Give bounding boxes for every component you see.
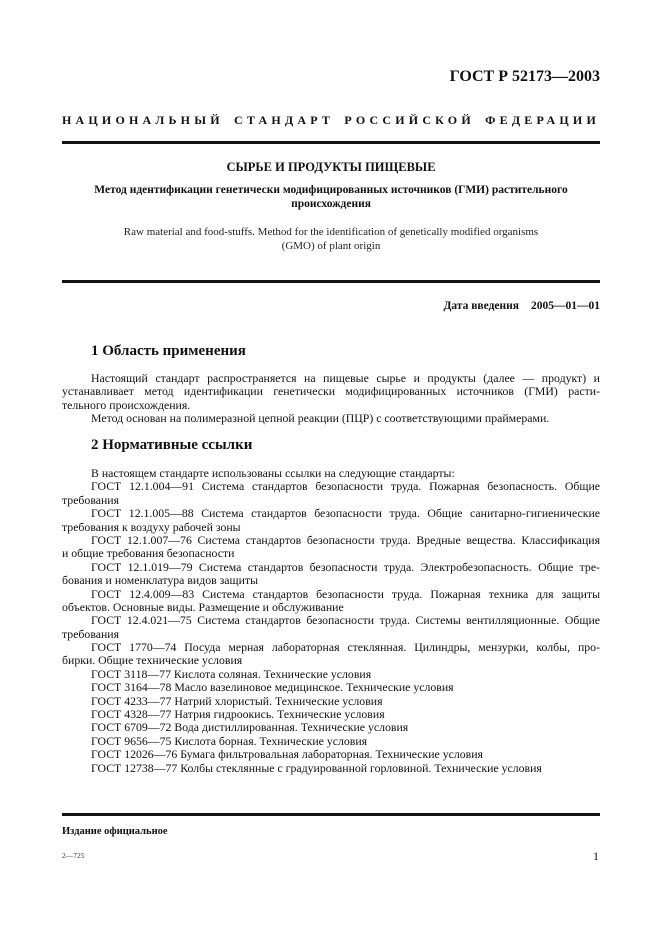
subtitle-line: Метод идентификации генетически модифицированных источников (ГМИ) растительного: [94, 184, 568, 196]
english-title: [62, 225, 600, 253]
paragraph: [62, 668, 600, 681]
text-line: ГОСТ 3118—77 Кислота соляная. Технические условия: [91, 667, 372, 681]
text-line: ГОСТ 9656—75 Кислота борная. Технические условия: [91, 734, 368, 748]
page-number: 1: [593, 849, 599, 863]
national-standard-banner: [62, 113, 600, 128]
paragraph: [62, 708, 600, 721]
paragraph: [62, 412, 600, 425]
paragraph: [62, 561, 600, 588]
banner-word: НАЦИОНАЛЬНЫЙ: [62, 113, 224, 127]
text-line: ГОСТ 12.1.007—76 Система стандартов безопасности труда. Вредные вещества. Классификация: [91, 533, 600, 547]
paragraph: [62, 467, 600, 480]
footer-divider: [62, 813, 600, 816]
banner-word: ФЕДЕРАЦИИ: [485, 113, 600, 127]
paragraph: [62, 721, 600, 734]
print-code: 2—725: [62, 851, 85, 860]
paragraph: [62, 695, 600, 708]
text-line: ГОСТ 4328—77 Натрия гидроокись. Технические условия: [91, 708, 385, 722]
paragraph: [62, 507, 600, 534]
document-title: СЫРЬЕ И ПРОДУКТЫ ПИЩЕВЫЕ: [226, 160, 436, 174]
paragraph: [62, 372, 600, 412]
paragraph: [62, 614, 600, 641]
header-divider: [62, 141, 600, 144]
date-value: 2005—01—01: [531, 300, 600, 312]
title-divider: [62, 280, 600, 283]
text-line: тельного происхождения.: [62, 398, 191, 412]
text-line: бирки. Общие технические условия: [62, 654, 243, 668]
paragraph: [62, 681, 600, 694]
text-line: Метод основан на полимеразной цепной реакции (ПЦР) с соответствующими праймерами.: [91, 412, 550, 426]
text-line: ГОСТ 12738—77 Колбы стеклянные с градуированной горловиной. Технические условия: [91, 761, 542, 775]
paragraph: [62, 588, 600, 615]
paragraph: [62, 762, 600, 775]
text-line: ГОСТ 12.1.019—79 Система стандартов безопасности труда. Электробезопасность. Общие тре-: [91, 560, 600, 574]
paragraph: [62, 748, 600, 761]
text-line: устанавливает метод идентификации генетически модифицированных источников (ГМИ) расти-: [62, 385, 600, 399]
text-line: требования: [62, 493, 120, 507]
document-number: ГОСТ Р 52173—2003: [449, 68, 600, 85]
paragraph: [62, 480, 600, 507]
english-title-line: (GMO) of plant origin: [281, 240, 381, 252]
section-2-heading: 2 Нормативные ссылки: [91, 437, 253, 453]
paragraph: [62, 534, 600, 561]
text-line: и общие требования безопасности: [62, 547, 235, 561]
text-line: ГОСТ 12.1.004—91 Система стандартов безопасности труда. Пожарная безопасность. Общие: [91, 480, 600, 494]
text-line: ГОСТ 3164—78 Масло вазелиновое медицинское. Технические условия: [91, 681, 454, 695]
section-2-body: [62, 467, 600, 775]
text-line: требования к воздуху рабочей зоны: [62, 520, 241, 534]
date-label: Дата введения: [443, 300, 519, 312]
text-line: требования: [62, 627, 120, 641]
text-line: ГОСТ 12.4.009—83 Система стандартов безопасности труда. Пожарная техника для защиты: [91, 587, 600, 601]
text-line: ГОСТ 1770—74 Посуда мерная лабораторная стеклянная. Цилиндры, мензурки, колбы, про-: [91, 641, 600, 655]
banner-word: РОССИЙСКОЙ: [344, 113, 475, 127]
paragraph: [62, 735, 600, 748]
text-line: ГОСТ 12026—76 Бумага фильтровальная лабораторная. Технические условия: [91, 748, 483, 762]
subtitle-line: происхождения: [291, 198, 371, 210]
paragraph: [62, 641, 600, 668]
text-line: бования и номенклатура видов защиты: [62, 574, 259, 588]
banner-word: СТАНДАРТ: [234, 113, 335, 127]
text-line: ГОСТ 12.4.021—75 Система стандартов безопасности труда. Системы вентилляционные. Общие: [91, 614, 600, 628]
introduction-date: [443, 300, 600, 312]
text-line: В настоящем стандарте использованы ссылки на следующие стандарты:: [91, 467, 455, 480]
section-1-body: [62, 372, 600, 426]
text-line: ГОСТ 12.1.005—88 Система стандартов безопасности труда. Общие санитарно-гигиенические: [91, 507, 600, 521]
text-line: ГОСТ 6709—72 Вода дистиллированная. Технические условия: [91, 721, 409, 735]
document-subtitle: [62, 183, 600, 211]
text-line: объектов. Основные виды. Размещение и обслуживание: [62, 600, 344, 614]
official-edition-label: Издание официальное: [62, 826, 168, 837]
english-title-line: Raw material and food-stuffs. Method for the identification of genetically modified organisms: [123, 226, 539, 238]
section-1-heading: 1 Область применения: [91, 343, 246, 359]
text-line: ГОСТ 4233—77 Натрий хлористый. Технические условия: [91, 694, 383, 708]
text-line: Настоящий стандарт распространяется на пищевые сырье и продукты (далее — продукт) и: [91, 372, 600, 385]
